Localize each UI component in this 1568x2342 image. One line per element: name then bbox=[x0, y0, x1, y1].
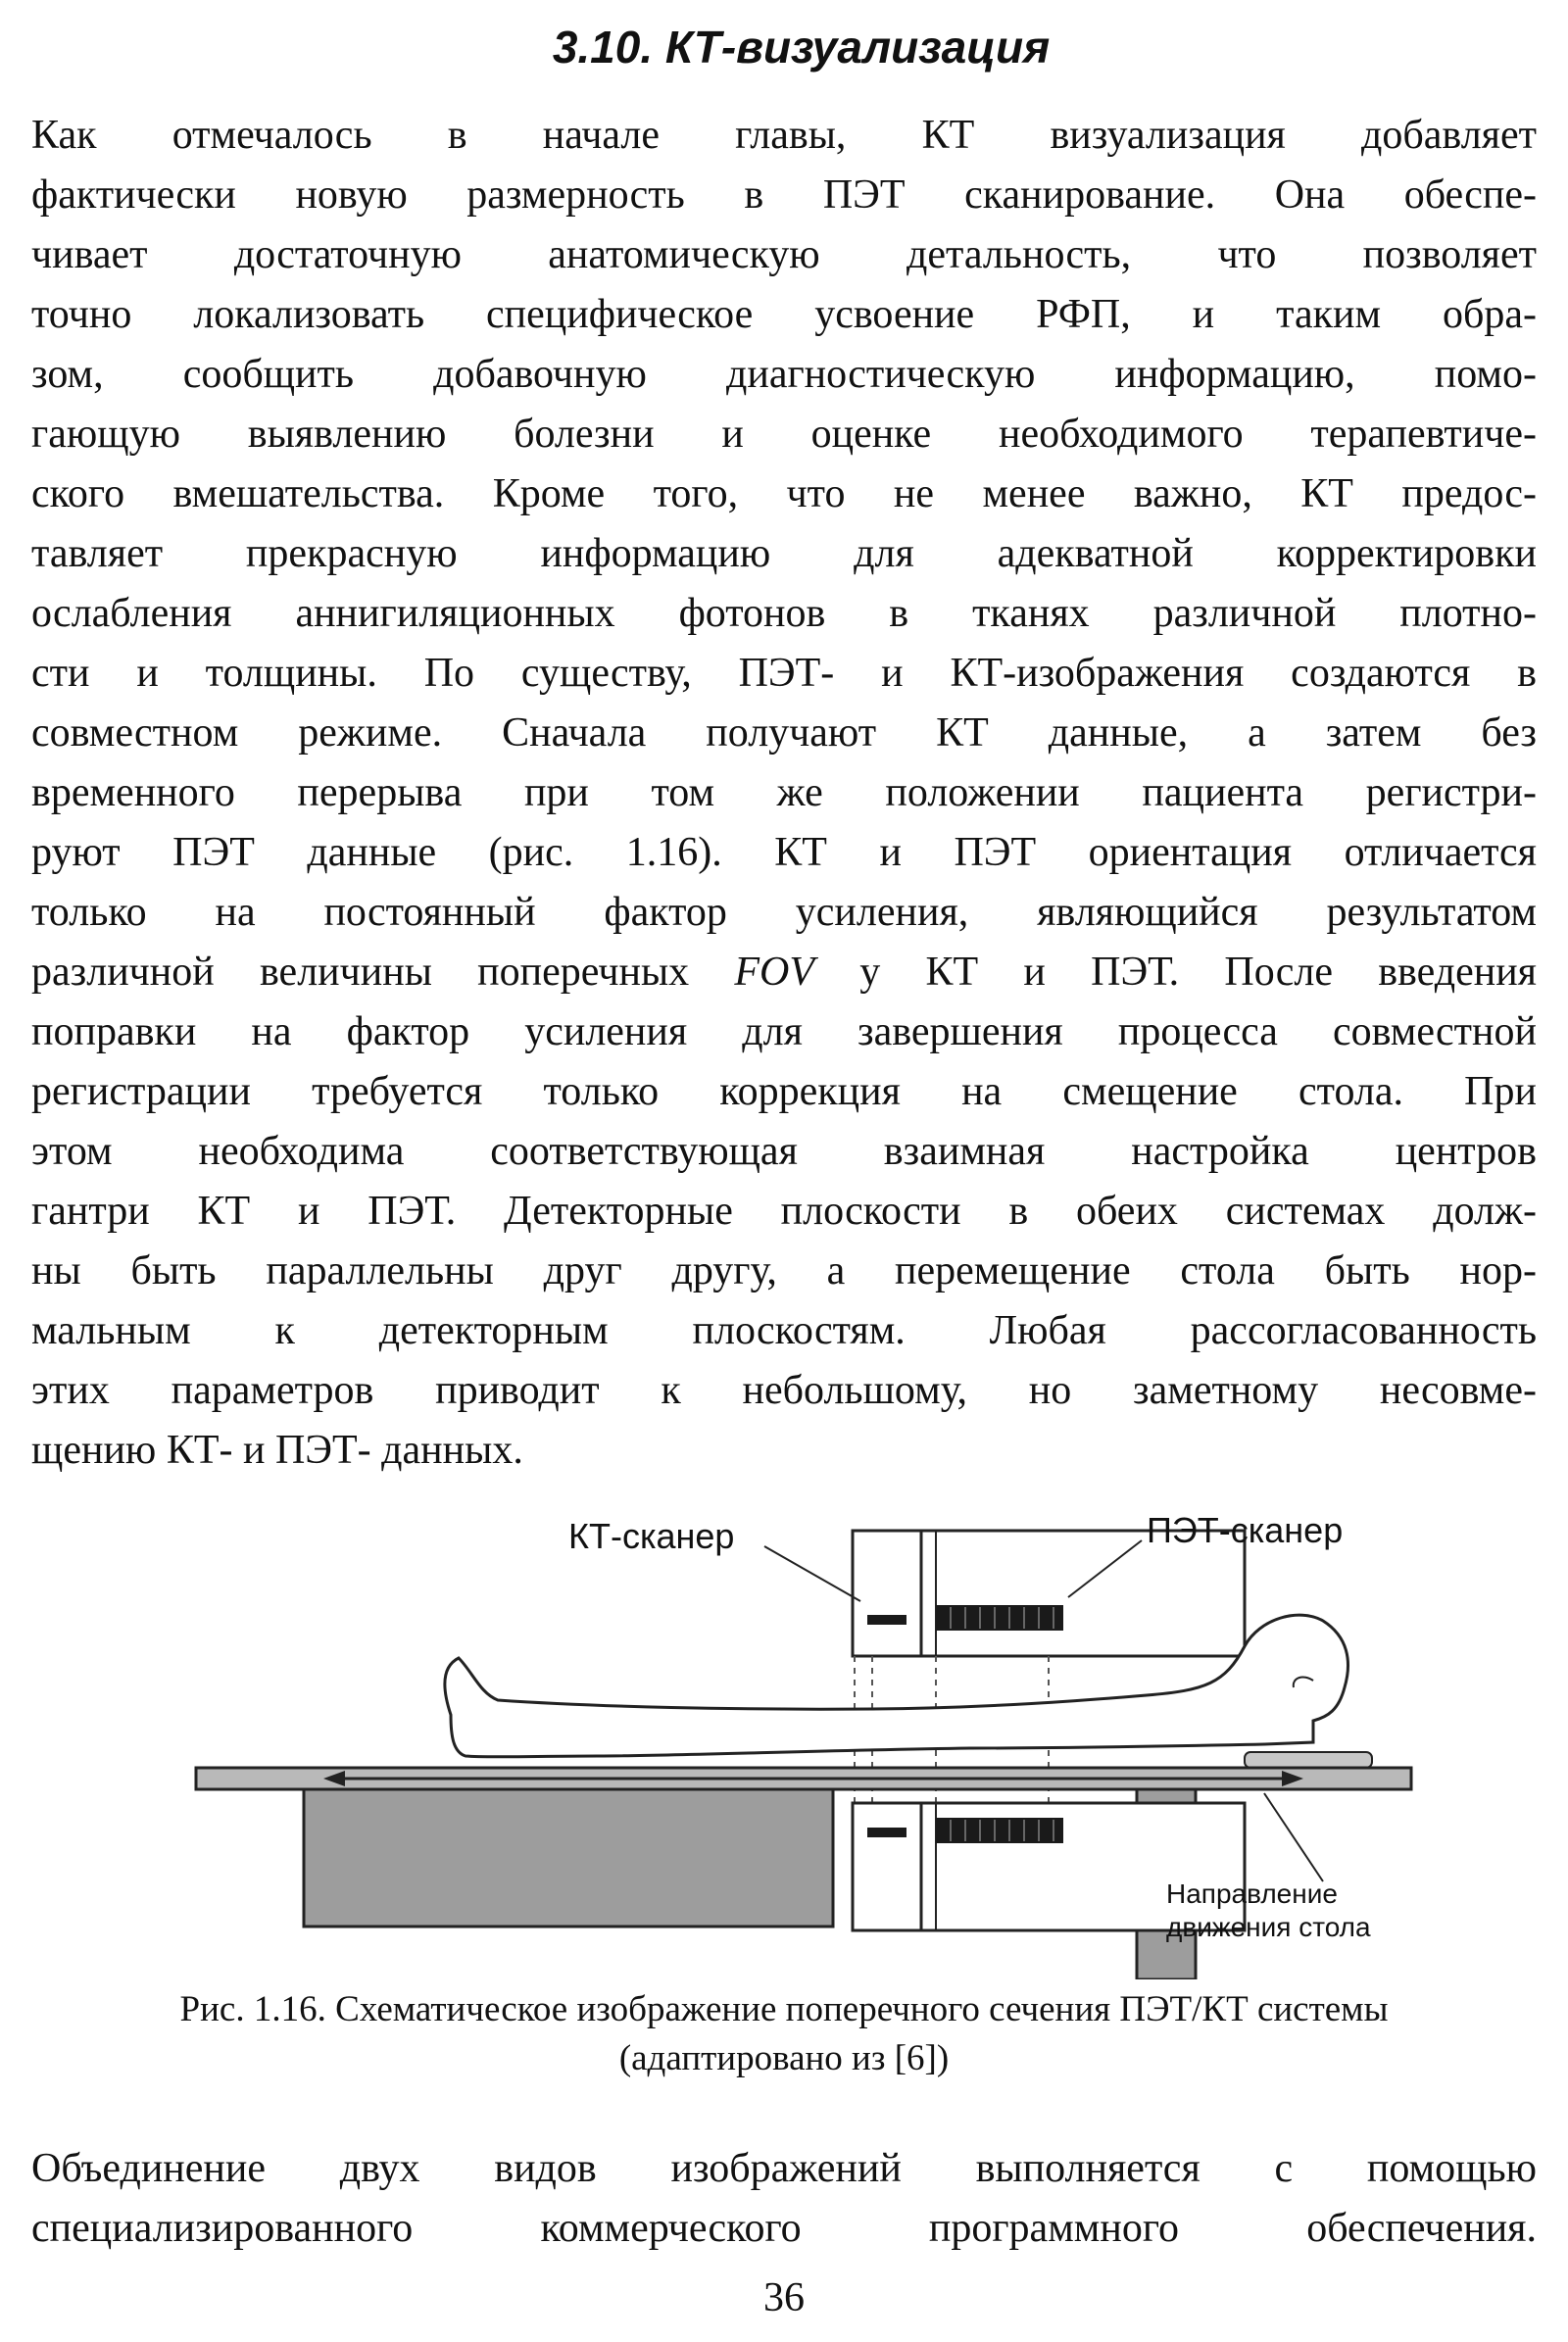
paragraph-line: ны быть параллельны друг другу, а перемещение стола быть нор- bbox=[31, 1248, 1537, 1293]
direction-leader-line bbox=[1264, 1793, 1323, 1881]
direction-label-line1: Направление bbox=[1166, 1878, 1338, 1909]
ct-detector-lower bbox=[867, 1828, 906, 1837]
caption-line-1: Рис. 1.16. Схематическое изображение поперечного сечения ПЭТ/КТ системы bbox=[179, 1989, 1389, 2029]
pet-ct-diagram bbox=[186, 1499, 1421, 1979]
paragraph-line-fov bbox=[31, 943, 1537, 1002]
paragraph-line: этих параметров приводит к небольшому, но заметному несовме- bbox=[31, 1368, 1537, 1413]
pet-ct-figure bbox=[186, 1499, 1421, 1979]
headrest bbox=[1245, 1752, 1372, 1768]
paragraph-line: этом необходима соответствующая взаимная настройка центров bbox=[31, 1129, 1537, 1174]
ct-detector-upper bbox=[867, 1615, 906, 1625]
paragraph-line: Как отмечалось в начале главы, КТ визуализация добавляет bbox=[31, 113, 1537, 158]
fov-term: FOV bbox=[734, 950, 815, 995]
pet-scanner-label: ПЭТ-сканер bbox=[1147, 1510, 1344, 1550]
closing-paragraph bbox=[31, 2139, 1537, 2259]
paragraph-line: ослабления аннигиляционных фотонов в тканях различной плотно- bbox=[31, 591, 1537, 636]
paragraph-line: совместном режиме. Сначала получают КТ данные, а затем без bbox=[31, 710, 1537, 756]
figure-caption bbox=[0, 1985, 1568, 2083]
paragraph-line: точно локализовать специфическое усвоение РФП, и таким обра- bbox=[31, 292, 1537, 337]
paragraph-line: только на постоянный фактор усиления, являющийся результатом bbox=[31, 890, 1537, 935]
paragraph-line: руют ПЭТ данные (рис. 1.16). КТ и ПЭТ ориентация отличается bbox=[31, 830, 1537, 875]
paragraph-line: ского вмешательства. Кроме того, что не менее важно, КТ предос- bbox=[31, 471, 1537, 516]
paragraph-line: тавляет прекрасную информацию для адекватной корректировки bbox=[31, 531, 1537, 576]
fov-line-after: у КТ и ПЭТ. После введения bbox=[814, 950, 1537, 995]
page-number: 36 bbox=[763, 2275, 805, 2320]
paragraph-line: специализированного коммерческого программного обеспечения. bbox=[31, 2206, 1537, 2251]
pet-detector-lower bbox=[936, 1818, 1063, 1843]
direction-label-line2: движения стола bbox=[1166, 1912, 1371, 1942]
caption-line-2: (адаптировано из [6]) bbox=[618, 2038, 950, 2078]
paragraph-line: гающую выявлению болезни и оценке необходимого терапевтиче- bbox=[31, 412, 1537, 457]
paragraph-line: сти и толщины. По существу, ПЭТ- и КТ-изображения создаются в bbox=[31, 651, 1537, 696]
paragraph-line: чивает достаточную анатомическую детальность, что позволяет bbox=[31, 232, 1537, 277]
paragraph-line: щению КТ- и ПЭТ- данных. bbox=[31, 1428, 523, 1473]
paragraph-line: поправки на фактор усиления для завершения процесса совместной bbox=[31, 1009, 1537, 1054]
fov-line-before: различной величины поперечных bbox=[31, 950, 735, 995]
main-paragraph bbox=[31, 106, 1537, 1481]
paragraph-line: зом, сообщить добавочную диагностическую информацию, помо- bbox=[31, 352, 1537, 397]
paragraph-line: временного перерыва при том же положении пациента регистри- bbox=[31, 770, 1537, 815]
paragraph-line: мальным к детекторным плоскостям. Любая рассогласованность bbox=[31, 1308, 1537, 1353]
table-base bbox=[304, 1789, 833, 1927]
pet-detector-upper bbox=[936, 1605, 1063, 1631]
paragraph-line: регистрации требуется только коррекция на смещение стола. При bbox=[31, 1069, 1537, 1114]
paragraph-line: Объединение двух видов изображений выполняется с помощью bbox=[31, 2146, 1537, 2191]
ct-scanner-label: КТ-сканер bbox=[568, 1516, 735, 1556]
paragraph-line: фактически новую размерность в ПЭТ сканирование. Она обеспе- bbox=[31, 172, 1537, 218]
section-title: 3.10. КТ-визуализация bbox=[552, 22, 1051, 73]
ct-leader-line bbox=[764, 1546, 860, 1601]
paragraph-line: гантри КТ и ПЭТ. Детекторные плоскости в обеих системах долж- bbox=[31, 1189, 1537, 1234]
